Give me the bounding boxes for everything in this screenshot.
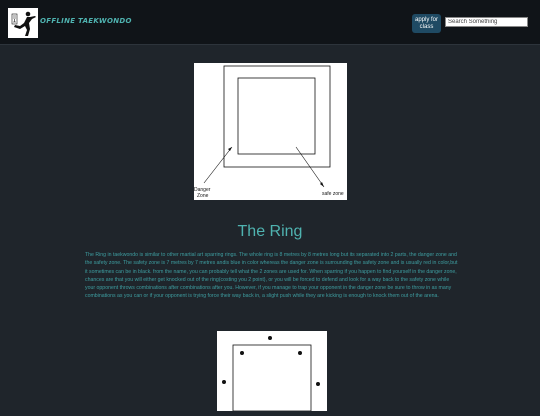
position-marker (222, 380, 226, 384)
taekwondo-kick-icon (8, 8, 38, 38)
section-title: The Ring (237, 223, 303, 240)
apply-label-line-2: class (419, 23, 434, 30)
position-marker (298, 351, 302, 355)
apply-label-line-1: apply for (414, 16, 438, 23)
position-marker (316, 382, 320, 386)
safe-zone-label: safe zone (322, 191, 344, 197)
position-marker (240, 351, 244, 355)
search-input[interactable] (445, 17, 528, 27)
site-logo[interactable] (8, 8, 38, 38)
position-marker (268, 336, 272, 340)
apply-for-class-button[interactable] (412, 14, 441, 33)
danger-zone-label: Danger (194, 187, 211, 193)
brand-name[interactable]: OFFLINE TAEKWONDO (40, 17, 132, 25)
ring-diagram (194, 63, 347, 200)
ring-positions-diagram (217, 331, 327, 411)
ring-zones-illustration (194, 63, 347, 200)
ring-positions-illustration (217, 331, 327, 411)
ring-description-paragraph: The Ring in taekwondo is similar to other martial art sparring rings. The whole ring is 8 metres by 8 metres long but its separated into 2 parts, the danger zone and the safety zone. The safety zone is 7 metres by 7 metres andis blue in color whereas the danger zone is surrounding the safety zone and is usually red in color,but it sometimes can be in black. from the name, you can probably tell what the 2 zones are used for. When sparring if you happen to find yourself in the danger zone, chances are that you will either get knocked out of the ring(costing you 2 point), or you will be forced to defend and look for a way back to the safety zone while your opponent throws combinations after combinations after you. However, if you manage to trap your opponent in the danger zone be sure to throw in as many combinations as you can or if your opponent is trying force their way back in, a slight push while they are kicking is enough to knock them out of the arena. (85, 252, 458, 300)
danger-zone-label-2: Zone (197, 193, 209, 199)
header-divider (0, 44, 540, 45)
top-nav-bar (0, 0, 540, 44)
